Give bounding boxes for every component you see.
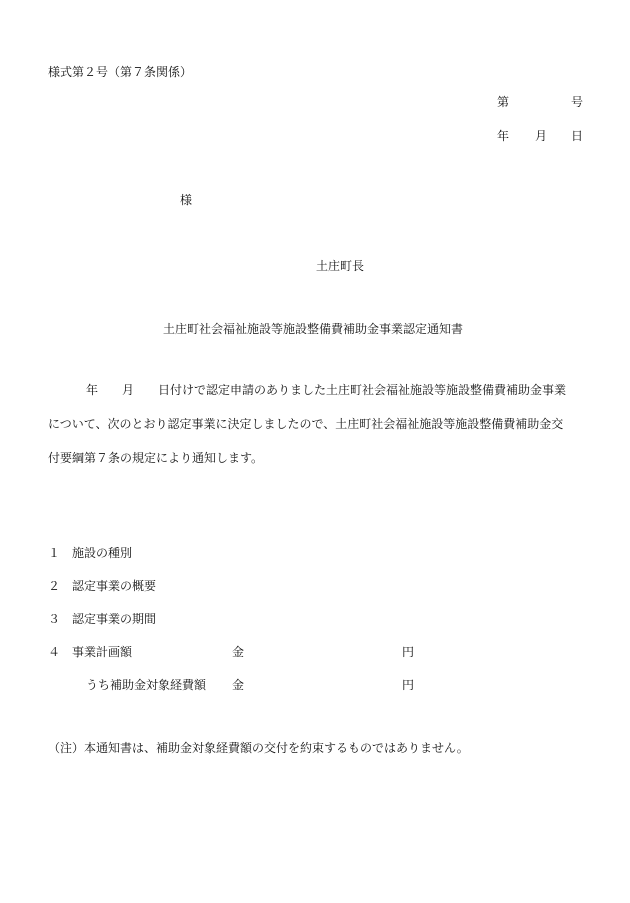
document-number-dai: 第 xyxy=(497,95,510,109)
body-line-1-rest: 日付けで認定申請のありました土庄町社会福祉施設等施設整備費補助金事業 xyxy=(158,383,567,397)
document-title: 土庄町社会福祉施設等施設整備費補助金事業認定通知書 xyxy=(163,322,464,336)
date-month: 月 xyxy=(535,129,548,143)
date-day: 日 xyxy=(570,129,583,143)
body-month: 月 xyxy=(122,383,135,397)
addressee: 様 xyxy=(180,193,193,207)
item-number: ４ xyxy=(48,645,61,659)
issuer: 土庄町長 xyxy=(316,259,365,273)
document-number xyxy=(497,94,583,110)
amount-unit: 円 xyxy=(402,645,415,659)
item-number: １ xyxy=(48,546,61,560)
amount-unit: 円 xyxy=(402,678,415,692)
body-line-2: について、次のとおり認定事業に決定しましたので、土庄町社会福祉施設等施設整備費補助金交 xyxy=(48,417,564,431)
item-label: 認定事業の期間 xyxy=(72,612,157,626)
body-line-3: 付要綱第７条の規定により通知します。 xyxy=(48,451,264,465)
footnote: （注）本通知書は、補助金対象経費額の交付を約束するものではありません。 xyxy=(48,741,469,755)
item-label: 施設の種別 xyxy=(72,546,133,560)
item-label: 事業計画額 xyxy=(72,645,133,659)
form-number: 様式第２号（第７条関係） xyxy=(48,65,193,79)
amount-prefix: 金 xyxy=(232,678,245,692)
body-line-1 xyxy=(48,382,588,416)
amount-prefix: 金 xyxy=(232,645,245,659)
issue-date xyxy=(497,128,583,144)
document-number-go: 号 xyxy=(570,95,583,109)
date-year: 年 xyxy=(497,129,510,143)
item-label: うち補助金対象経費額 xyxy=(86,678,207,692)
body-year: 年 xyxy=(86,383,99,397)
body-text xyxy=(48,382,588,484)
item-label: 認定事業の概要 xyxy=(72,579,157,593)
item-number: ２ xyxy=(48,579,61,593)
item-number: ３ xyxy=(48,612,61,626)
